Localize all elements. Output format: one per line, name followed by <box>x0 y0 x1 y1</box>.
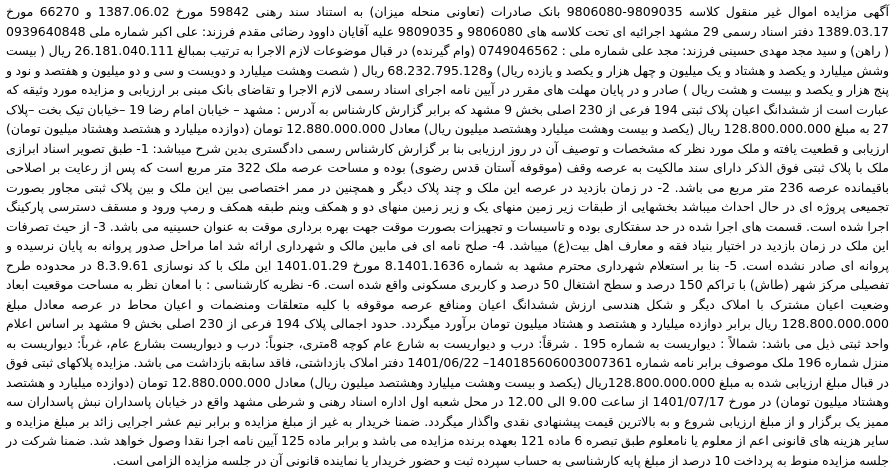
auction-notice-text: آگهی مزایده اموال غیر منقول کلاسه 9809035-9806080 بانک صادرات (تعاونی منحله میزان) به استناد سند رهنی 59842 مورخ 1387.06.02 و 66270 مورخ 1389.03.17 دفتر اسناد رسمی 29 مشهد اجرائیه ای تحت کلاسه های 9806080 و 9809035 علیه آقایان داوود رضائی مقدم فرزند: علی اکبر شماره ملی 0939640848 ( راهن) و سید مجد مهدی حسینی فرزند: مجد علی شماره ملی : 0749046562 (وام گیرنده) در قبال موضوعات لازم الاجرا به ترتیب بمبالغ 26.181.040.111 ریال ( بیست وشش میلیارد و یکصد و هشتاد و یک میلیون و چهل هزار و یکصد و یازده ریال) و68.232.795.128 ریال ( شصت وهشت میلیارد و دویست و سی و دو میلیون و هفتصد و نود و پنج هزار و یکصد و بیست و هشت ریال ) صادر و در پایان مهلت های مقرر در آیین نامه اجرای اسناد رسمی لازم الاجرا و تقاضای بانک مبنی بر ارزیابی و مزایده مورد وثیقه که عبارت است از ششدانگ اعیان پلاک ثبتی 194 فرعی از 230 اصلی بخش 9 مشهد که برابر گزارش کارشناس به آدرس : مشهد – خیابان امام رضا 19 –خیابان تیک بخت –پلاک 27 به مبلغ 128.800.000.000 ریال (یکصد و بیست وهشت میلیارد وهشتصد میلیون ریال) معادل 12.880.000.000 تومان (دوازده میلیارد و هشتصد وهشتاد میلیون تومان) ارزیابی و قطعیت یافته و ملک مورد نظر که مشخصات و توصیف آن در روز ارزیابی بنا بر گزارش کارشناس رسمی دادگستری بدین شرح میباشد: 1- طبق تصویر اسناد ابرازی ملک با پلاک ثبتی فوق الذکر دارای سند مالکیت به عرصه وقف (موقوفه آستان قدس رضوی) بوده و مساحت عرصه ملک 322 متر مربع است که پس از رعایت بر اصلاحی باقیمانده عرصه 236 متر مربع می باشد. 2- در زمان بازدید در عرصه این ملک و چند پلاک دیگر و همچنین در ممر اختصاصی بین این ملک و بین پلاک ثبتی مجاور بصورت تجمیعی پروژه ای در حال احداث میباشد بخشهایی از طبقات زیر زمین منهای یک و زیر زمین منهای دو و همکف وینم طبقه همکف و رمپ ورود و مسقف دسترسی پارکینگ اجرا شده است. قسمت های اجرا شده در حد سفتکاری بوده و تاسیسات و تجهیزات بصورت موقت جهت بهره برداری موقت به عنوان حسینیه می باشد. 3- از حیث تصرفات این ملک در زمان بازدید در اختیار بنیاد فقه و معارف اهل بیت(ع) میباشد. 4- صلح نامه ای فی مابین مالک و شهرداری ارائه شد اما مراحل صدور پروانه به پایان نرسیده و پروانه ای صادر نشده است. 5- بنا بر استعلام شهرداری محترم مشهد به شماره 8.1401.1636 مورخ 1401.01.29 این ملک با کد نوسازی 8.3.9.61 در محدوده طرح تفصیلی مرکز شهر (طاش) با تراکم 150 درصد و سطح اشتغال 50 درصد و کاربری مسکونی واقع شده است. 6- نظریه کارشناسی : با امعان نظر به مساحت موقعیت ابعاد وضعیت اعیان مشترک با املاک دیگر و شکل هندسی ارزش ششدانگ اعیان ومنافع عرصه موقوفه با کلیه متعلقات ومنضمات و اعیان محاط در عرصه معادل مبلغ 128.800.000.000 ریال برابر دوازده میلیارد و هشتصد و هشتاد میلیون تومان برآورد میگردد. حدود اجمالی پلاک 194 فرعی از 230 اصلی بخش 9 مشهد بر اساس اعلام واحد ثبتی ذیل می باشد: شمالاً : دیواریست به شماره 195 . شرقاً: درب و دیواریست به شارع عام کوچه 8متری، جنوباً: درب و دیواریست بشارع عام، غرباً: دیواریست به منزل شماره 196 ملک موصوف برابر نامه شماره 140185606003007361– 1401/06/22 دفتر املاک بازداشتی، فاقد سابقه بازداشت می باشد. مزایده پلاکهای ثبتی فوق در قبال مبلغ ارزیابی شده به مبلغ 128.800.000.000ریال (یکصد و بیست وهشت میلیارد وهشتصد میلیون ریال) معادل 12.880.000.000 تومان (دوازده میلیارد و هشتصد وهشتاد میلیون تومان) در مورخ 1401/07/17 از ساعت 9.00 الی 12.00 در محل شعبه اول اداره اسناد رهنی و شرطی مشهد واقع در خیابان پاسداران نبش پاسداران سه ممیز یک برگزار و از مبلغ ارزیابی شروع و به بالاترین قیمت پیشنهادی نقدی واگذار میگردد. ضمنا خریدار به غیر از مبلغ مزایده و برابر نیم عشر اجرایی زائد بر مبلغ مزایده و سایر هزینه های قانونی اعم از معلوم یا نامعلوم طبق تبصره 6 ماده 121 بعهده برنده مزایده می باشد و برابر ماده 125 آیین نامه اجرا نقدا وصول خواهد شد. ضمنا شرکت در جلسه مزایده منوط به پرداخت 10 درصد از مبلغ پایه کارشناسی به حساب سپرده ثبت و حضور خریدار یا نماینده قانونی آن در جلسه مزایده الزامی است. <box>6 4 890 468</box>
